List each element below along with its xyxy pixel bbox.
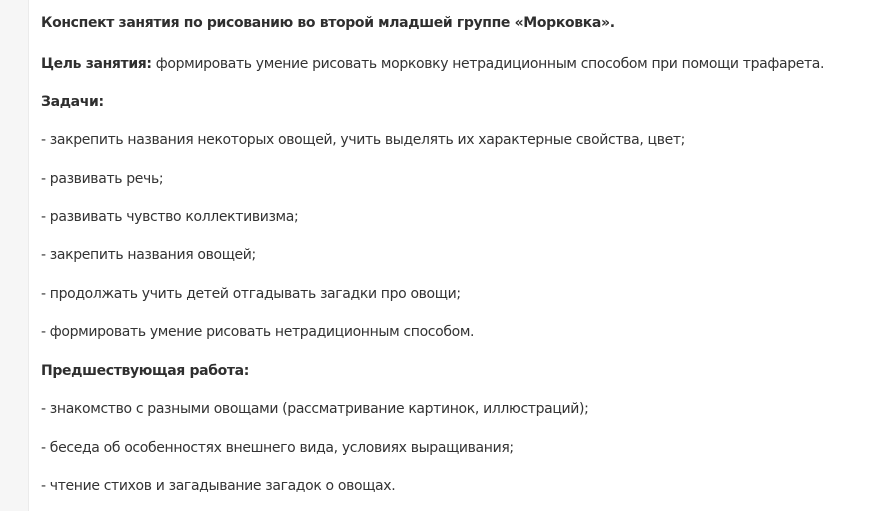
task-item: - продолжать учить детей отгадывать загадки про овощи; [41, 286, 461, 302]
task-item: - закрепить названия некоторых овощей, учить выделять их характерные свойства, цвет; [41, 132, 686, 148]
goal-text: формировать умение рисовать морковку нетрадиционным способом при помощи трафарета. [151, 56, 825, 72]
task-item: - формировать умение рисовать нетрадиционным способом. [41, 324, 475, 340]
preliminary-item: - беседа об особенностях внешнего вида, условиях выращивания; [41, 440, 514, 456]
document-title: Конспект занятия по рисованию во второй младшей группе «Морковка». [41, 15, 615, 31]
preliminary-item: - знакомство с разными овощами (рассматривание картинок, иллюстраций); [41, 401, 589, 417]
goal-paragraph [41, 55, 824, 73]
task-item: - закрепить названия овощей; [41, 247, 256, 263]
document-page [28, 0, 873, 511]
task-item: - развивать речь; [41, 171, 164, 187]
tasks-heading: Задачи: [41, 94, 104, 110]
task-item: - развивать чувство коллективизма; [41, 209, 299, 225]
preliminary-item: - чтение стихов и загадывание загадок о овощах. [41, 478, 396, 494]
preliminary-heading: Предшествующая работа: [41, 363, 250, 379]
goal-label: Цель занятия: [41, 56, 152, 72]
